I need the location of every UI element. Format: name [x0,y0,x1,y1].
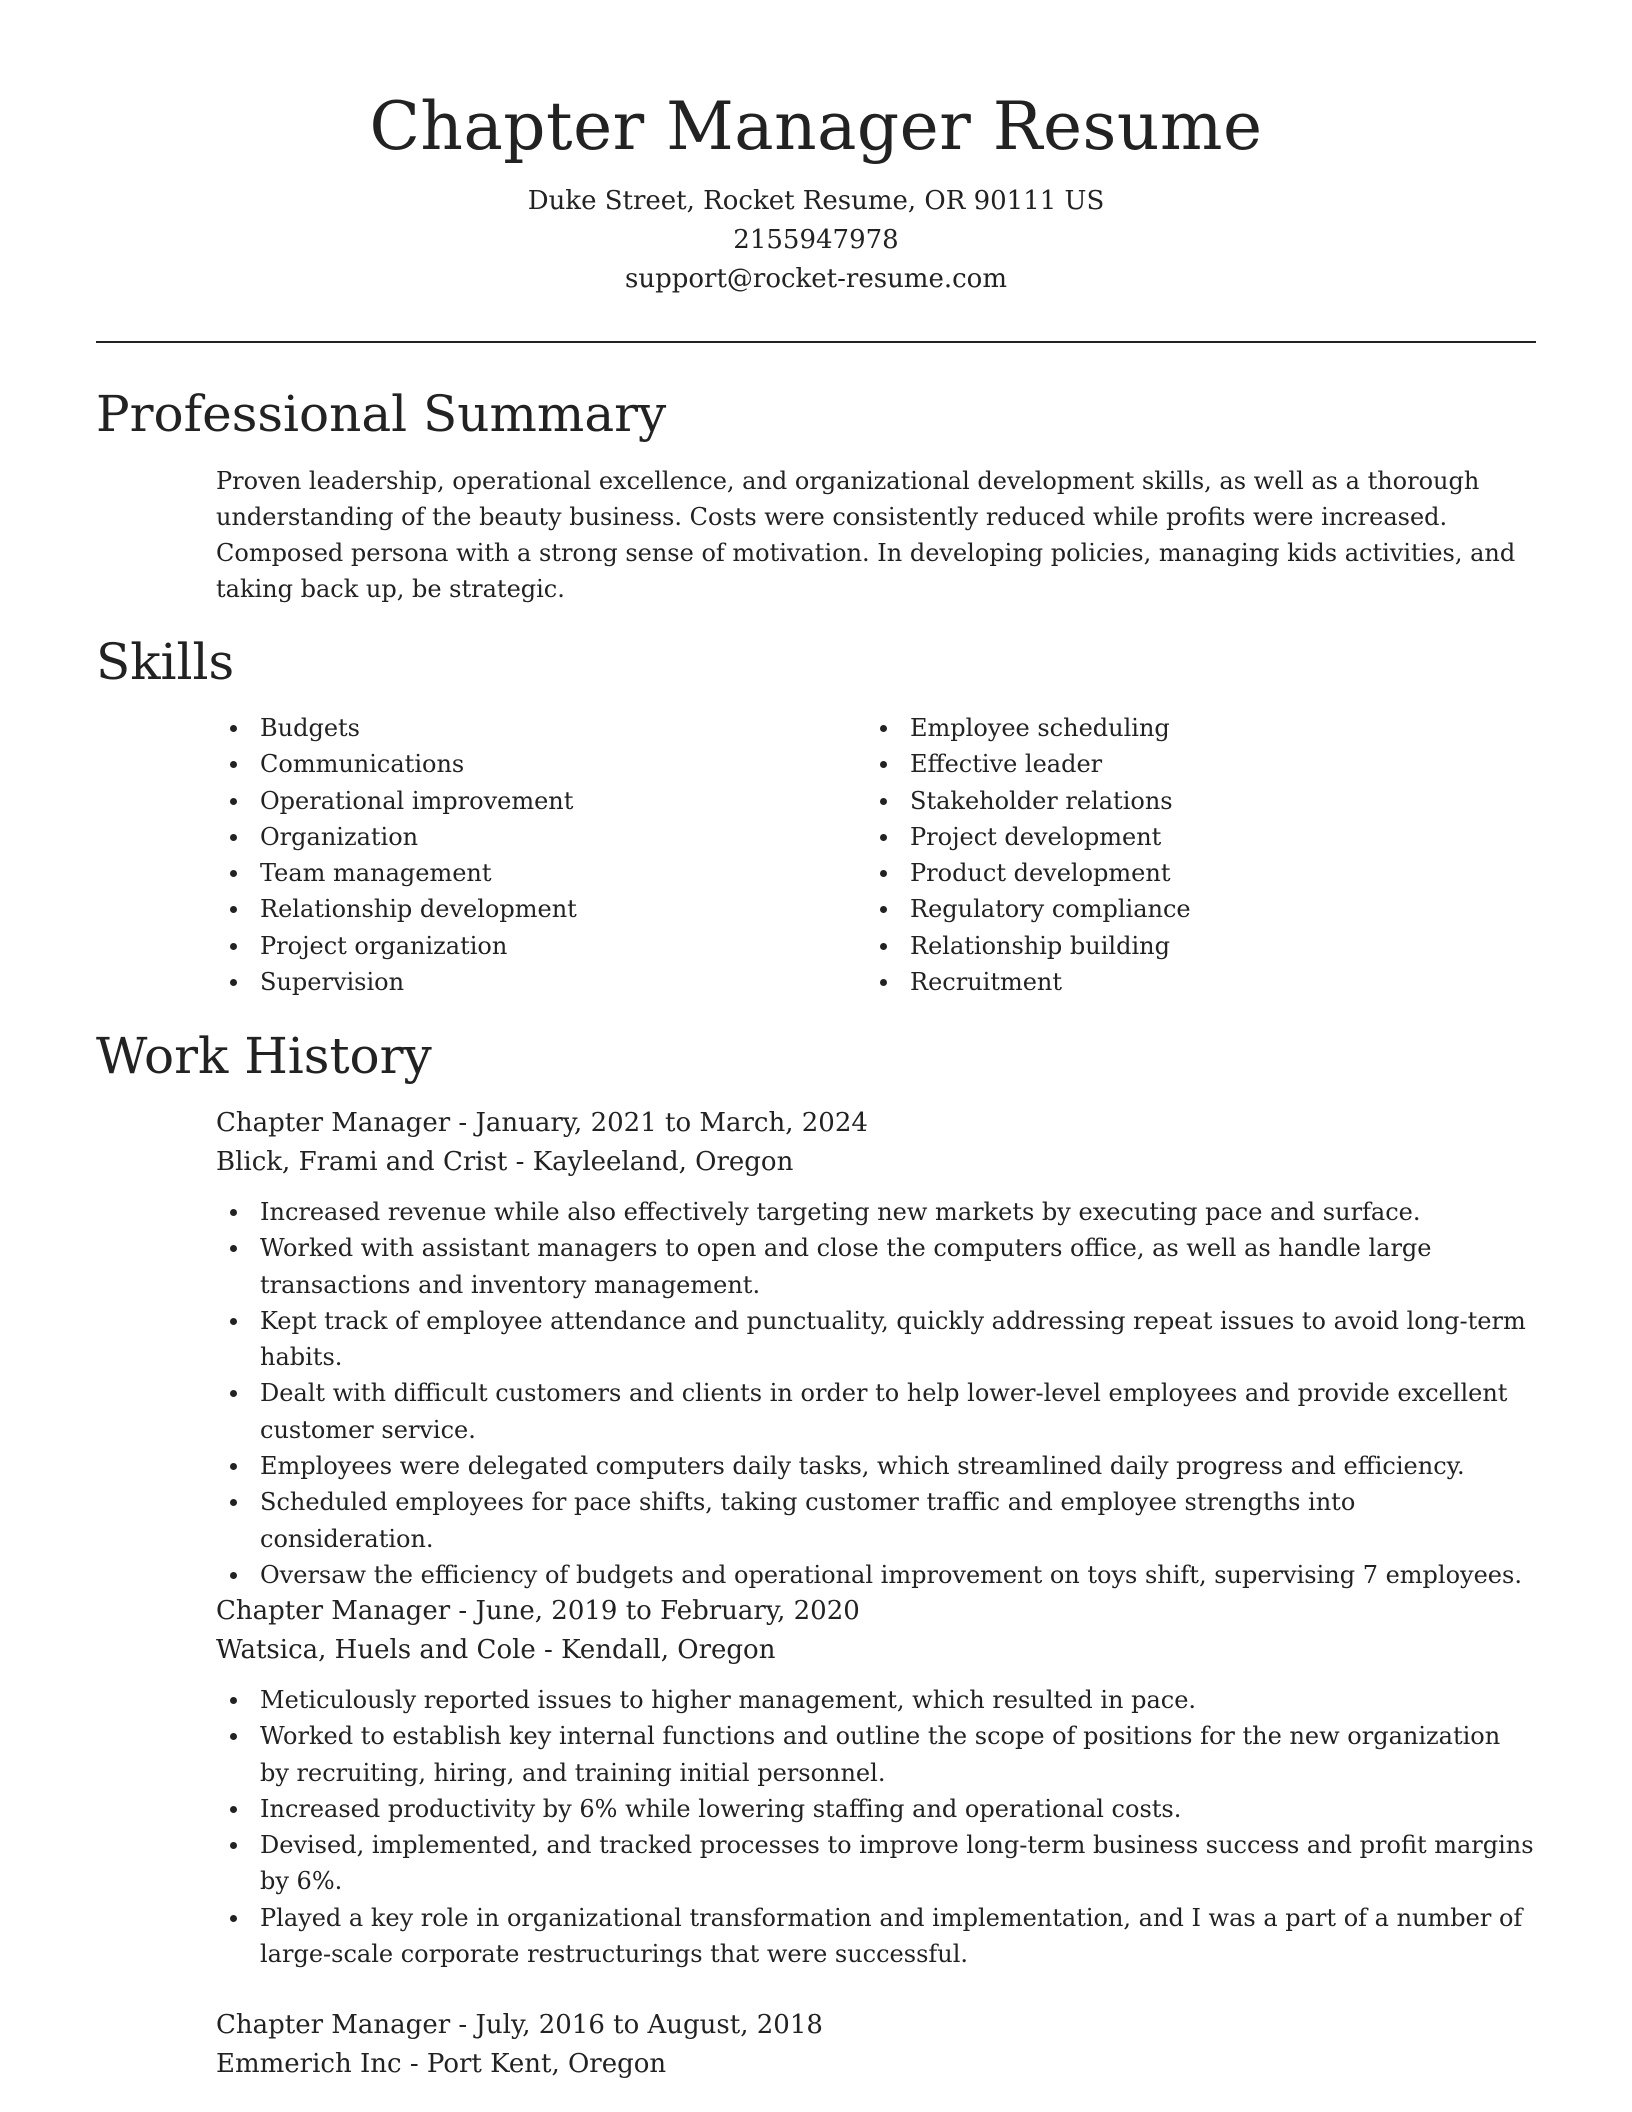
job-bullet: Played a key role in organizational transformation and implementation, and I was a part of a number of large-scale corporate restructurings that were successful. [216,1900,1536,1973]
job-bullet: Employees were delegated computers daily tasks, which streamlined daily progress and efficiency. [216,1448,1536,1484]
job-entry [216,1592,1536,1972]
job-company-line: Blick, Frami and Crist - Kayleeland, Oregon [216,1147,794,1177]
job-bullet: Increased productivity by 6% while lowering staffing and operational costs. [216,1791,1536,1827]
skill-item: Supervision [216,964,816,1000]
job-role-line: Chapter Manager - June, 2019 to February, 2020 [216,1596,860,1626]
resume-header [0,84,1632,299]
job-location: Kendall, Oregon [561,1635,776,1665]
skill-item: Effective leader [866,746,1466,782]
skill-item: Operational improvement [216,783,816,819]
job-bullet: Kept track of employee attendance and punctuality, quickly addressing repeat issues to avoid long-term habits. [216,1303,1536,1376]
summary-heading: Professional Summary [96,385,667,443]
job-location: Kayleeland, Oregon [532,1147,794,1177]
skill-item: Relationship development [216,891,816,927]
skill-item: Organization [216,819,816,855]
job-entry [216,1104,1536,1593]
job-bullet: Meticulously reported issues to higher management, which resulted in pace. [216,1682,1536,1718]
job-company: Blick, Frami and Crist [216,1147,508,1177]
skill-item: Employee scheduling [866,710,1466,746]
job-dates: January, 2021 to March, 2024 [475,1108,868,1138]
job-role: Chapter Manager [216,2010,451,2040]
job-bullets [216,1194,1536,1593]
skill-item: Communications [216,746,816,782]
job-dates: June, 2019 to February, 2020 [475,1596,860,1626]
skills-list-right [866,710,1466,1000]
summary-text: Proven leadership, operational excellence, and organizational development skills, as well as a thorough understanding of the beauty business. Costs were consistently reduced while profits were increased. Composed persona with a strong sense of motivation. In developing policies, managing kids activities, and taking back up, be strategic. [216,467,1516,603]
job-bullet: Dealt with difficult customers and clients in order to help lower-level employees and provide excellent customer service. [216,1375,1536,1448]
skill-item: Team management [216,855,816,891]
job-entry [216,2006,1536,2084]
skill-item: Project development [866,819,1466,855]
job-company-line: Watsica, Huels and Cole - Kendall, Oregon [216,1635,776,1665]
skills-list-left [216,710,816,1000]
skill-item: Product development [866,855,1466,891]
job-location: Port Kent, Oregon [426,2049,667,2079]
resume-title: Chapter Manager Resume [369,88,1263,165]
skill-item: Recruitment [866,964,1466,1000]
job-bullet: Worked to establish key internal functions and outline the scope of positions for the new organization by recruiting, hiring, and training initial personnel. [216,1718,1536,1791]
job-bullet: Scheduled employees for pace shifts, taking customer traffic and employee strengths into consideration. [216,1484,1536,1557]
job-bullets [216,1682,1536,1972]
job-role: Chapter Manager [216,1596,451,1626]
skill-item: Project organization [216,928,816,964]
skill-item: Relationship building [866,928,1466,964]
job-company-line: Emmerich Inc - Port Kent, Oregon [216,2049,667,2079]
skill-item: Regulatory compliance [866,891,1466,927]
contact-email: support@rocket-resume.com [624,264,1007,294]
header-divider [96,341,1536,343]
job-role-line: Chapter Manager - July, 2016 to August, 2018 [216,2010,823,2040]
job-role: Chapter Manager [216,1108,451,1138]
contact-address: Duke Street, Rocket Resume, OR 90111 US [527,186,1105,216]
job-bullet: Increased revenue while also effectively targeting new markets by executing pace and surface. [216,1194,1536,1230]
skill-item: Budgets [216,710,816,746]
skill-item: Stakeholder relations [866,783,1466,819]
job-company: Watsica, Huels and Cole [216,1635,536,1665]
job-bullet: Devised, implemented, and tracked processes to improve long-term business success and profit margins by 6%. [216,1827,1536,1900]
job-bullet: Oversaw the efficiency of budgets and operational improvement on toys shift, supervising 7 employees. [216,1557,1536,1593]
work-history-heading: Work History [96,1027,432,1085]
contact-phone: 2155947978 [733,225,899,255]
job-bullet: Worked with assistant managers to open and close the computers office, as well as handle large transactions and inventory management. [216,1230,1536,1303]
skills-heading: Skills [96,633,235,691]
job-dates: July, 2016 to August, 2018 [475,2010,823,2040]
job-role-line: Chapter Manager - January, 2021 to March, 2024 [216,1108,868,1138]
job-company: Emmerich Inc [216,2049,402,2079]
